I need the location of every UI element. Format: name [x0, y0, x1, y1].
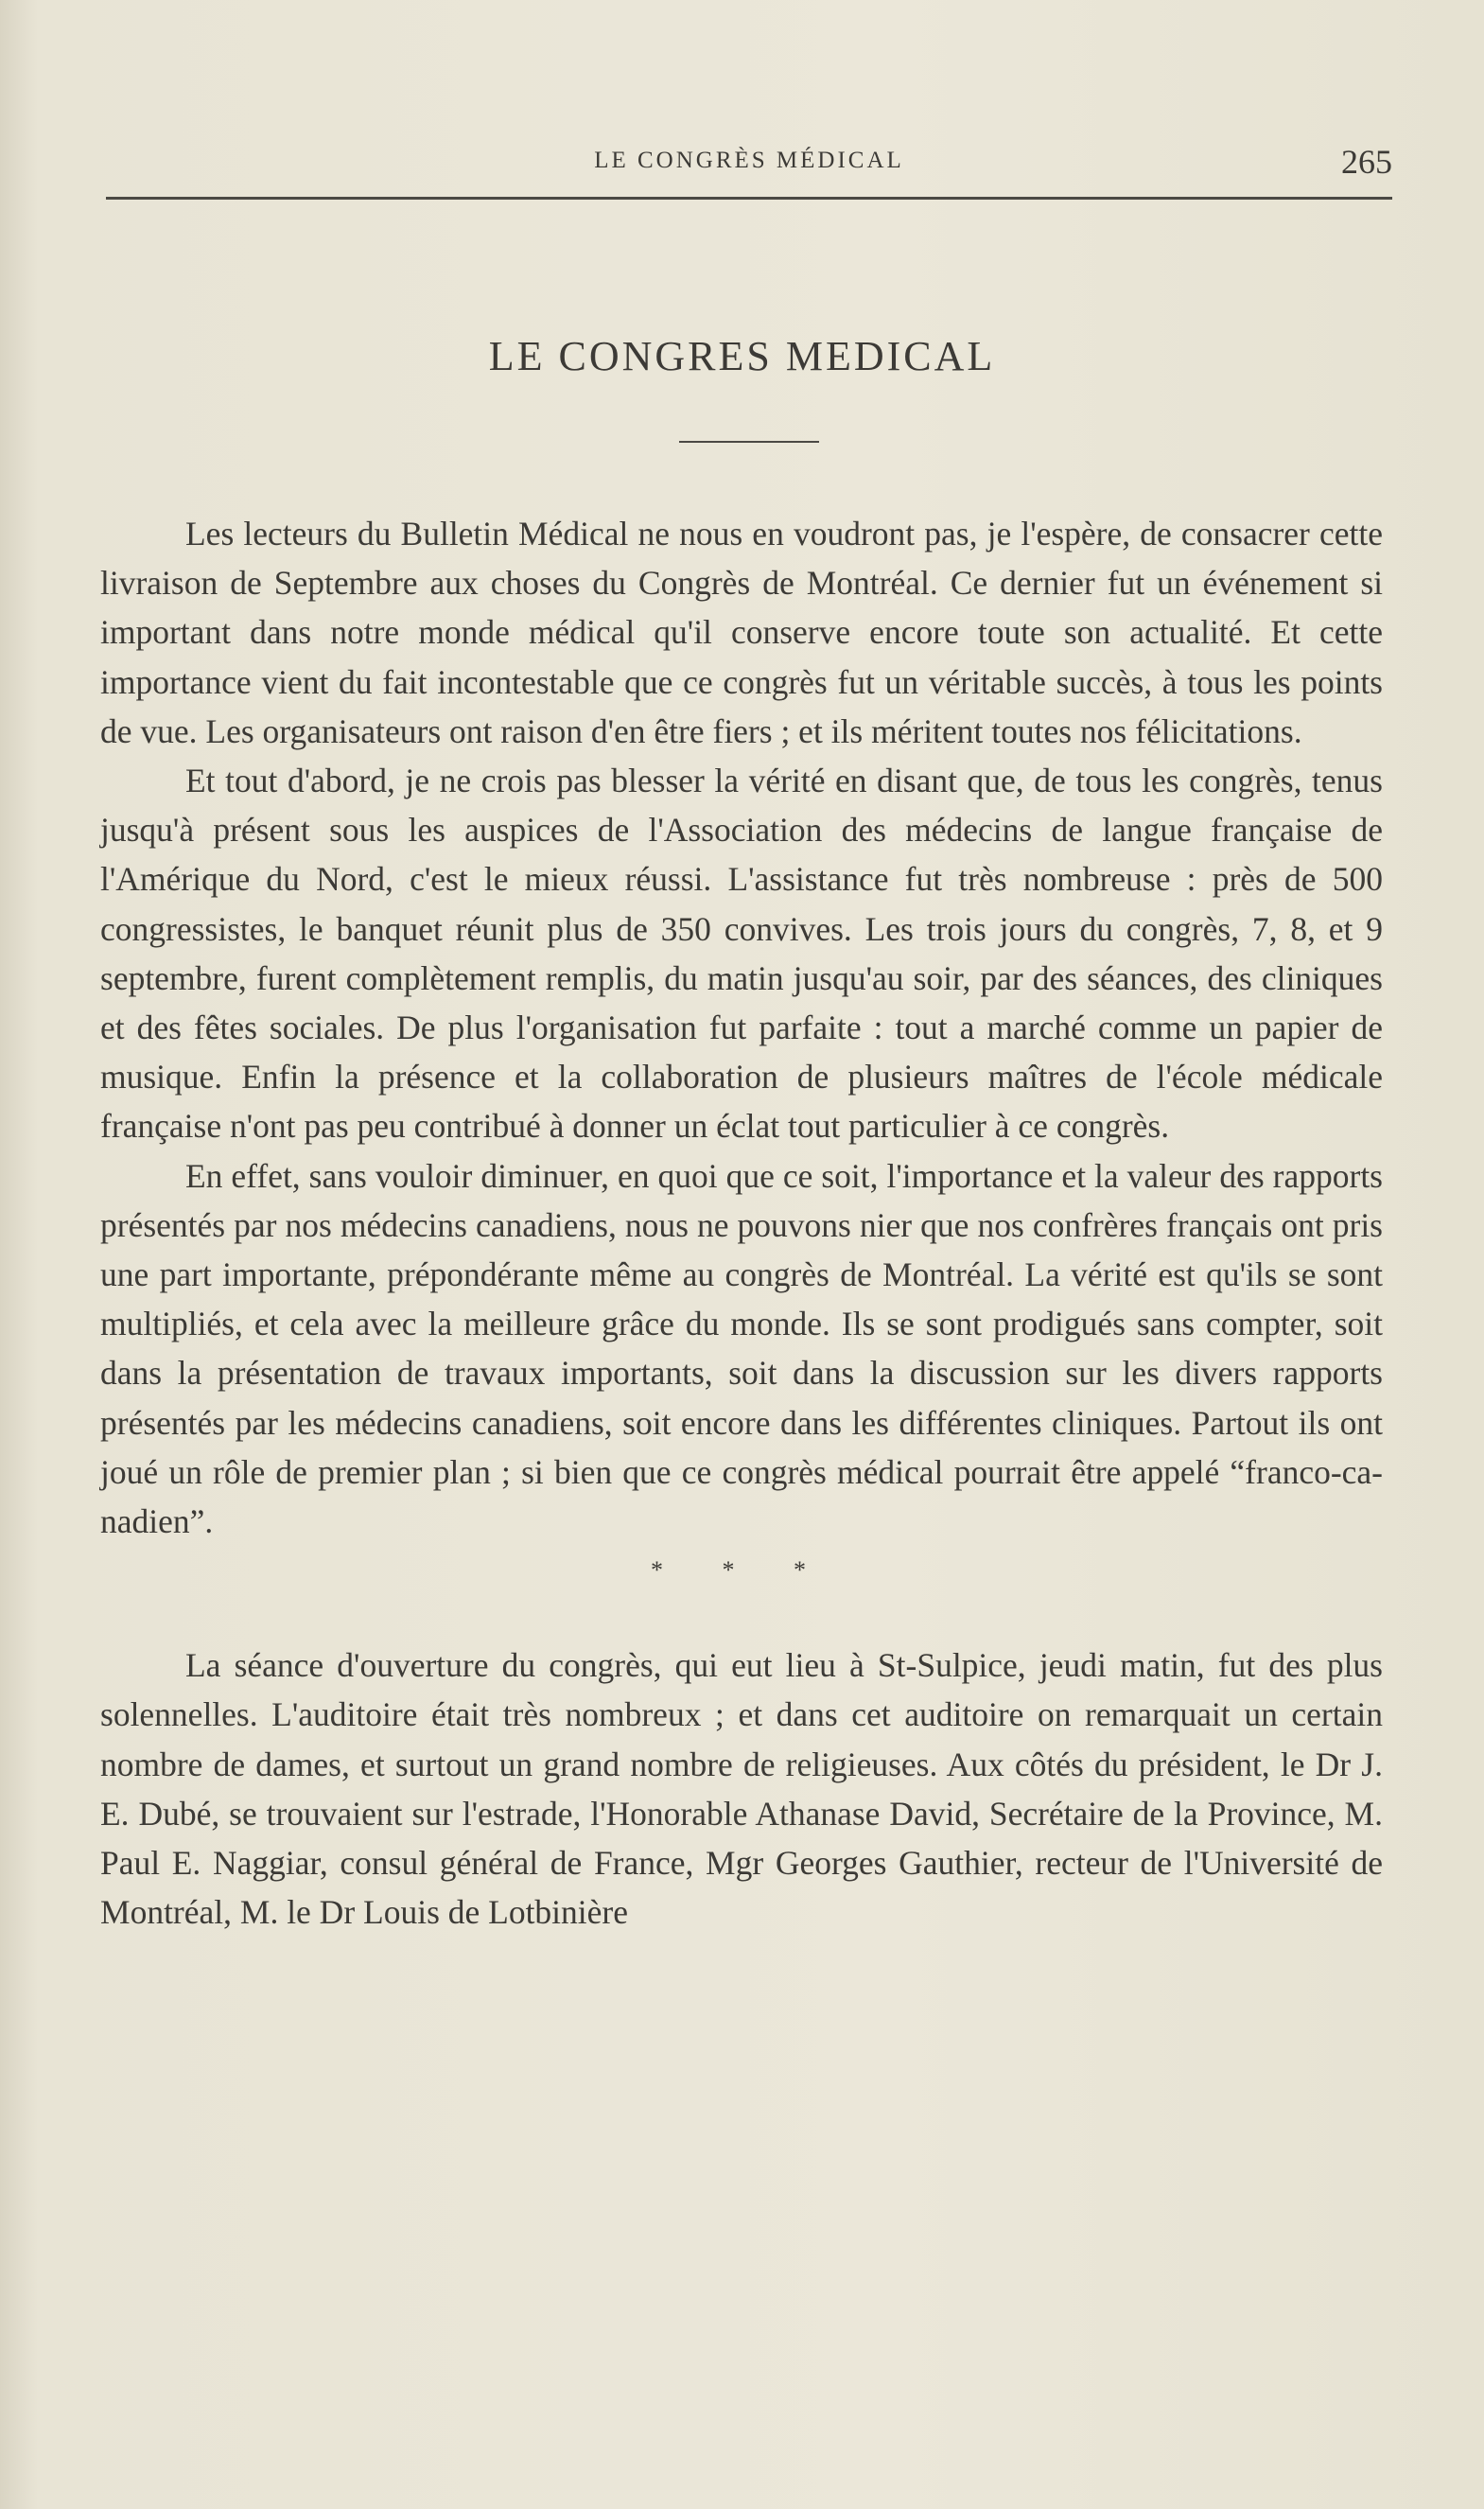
- running-head: [106, 142, 1392, 199]
- paragraph-1: Les lecteurs du Bulletin Médical ne nous en voudront pas, je l'espère, de consacrer cette livraison de Septembre aux choses du Congrès de Montréal. Ce dernier fut un événement si important dans notre monde médical qu'il conserve encore toute son actualité. Et cette importance vient du fait incontestable que ce congrès fut un véritable succès, à tous les points de vue. Les organisateurs ont raison d'en être fiers ; et ils méritent toutes nos félicitations.: [100, 515, 1383, 750]
- running-title: LE CONGRÈS MÉDICAL: [594, 148, 904, 173]
- paragraph-3: En effet, sans vouloir diminuer, en quoi que ce soit, l'importance et la valeur des rapports présentés par nos médecins canadiens, nous ne pouvons nier que nos confrères français ont pris une part importante, prépondérante même au congrès de Montréal. La vérité est qu'ils se sont multipliés, et cela avec la meilleure grâce du monde. Ils se sont prodigués sans compter, soit dans la présentation de travaux importants, soit dans la discussion sur les divers rapports présentés par les médecins canadiens, soit encore dans les différentes cliniques. Partout ils ont joué un rôle de premier plan ; si bien que ce congrès médical pourrait être appelé “franco-canadien”.: [100, 1156, 1383, 1541]
- article-body: [100, 509, 1383, 1937]
- header-rule: [106, 197, 1392, 200]
- paragraph-2: Et tout d'abord, je ne crois pas blesser la vérité en disant que, de tous les congrès, tenus jusqu'à présent sous les auspices de l'Association des médecins de langue française de l'Amérique du Nord, c'est le mieux réussi. L'assistance fut très nombreuse : près de 500 congressistes, le banquet réunit plus de 350 convives. Les trois jours du congrès, 7, 8, et 9 septembre, furent complètement remplis, du matin jusqu'au soir, par des séances, des cliniques et des fêtes sociales. De plus l'organisation fut parfaite : tout a marché comme un papier de musique. Enfin la présence et la collaboration de plusieurs maîtres de l'école médicale française n'ont pas peu contribué à donner un éclat tout particulier à ce congrès.: [100, 762, 1383, 1146]
- section-separator: * * *: [651, 1556, 832, 1585]
- article-title: LE CONGRES MEDICAL: [488, 333, 996, 380]
- title-rule: [679, 441, 819, 443]
- page-number: 265: [1341, 143, 1392, 181]
- paragraph-4: La séance d'ouverture du congrès, qui eut lieu à St-Sulpice, jeudi matin, fut des plus solennelles. L'auditoire était très nombreux ; et dans cet auditoire on remarquait un certain nombre de dames, et surtout un grand nombre de religieuses. Aux côtés du président, le Dr J. E. Dubé, se trouvaient sur l'estrade, l'Honorable Athanase David, Secrétaire de la Province, M. Paul E. Naggiar, consul général de France, Mgr Georges Gauthier, recteur de l'Université de Montréal, M. le Dr Louis de Lotbinière: [100, 1646, 1383, 1932]
